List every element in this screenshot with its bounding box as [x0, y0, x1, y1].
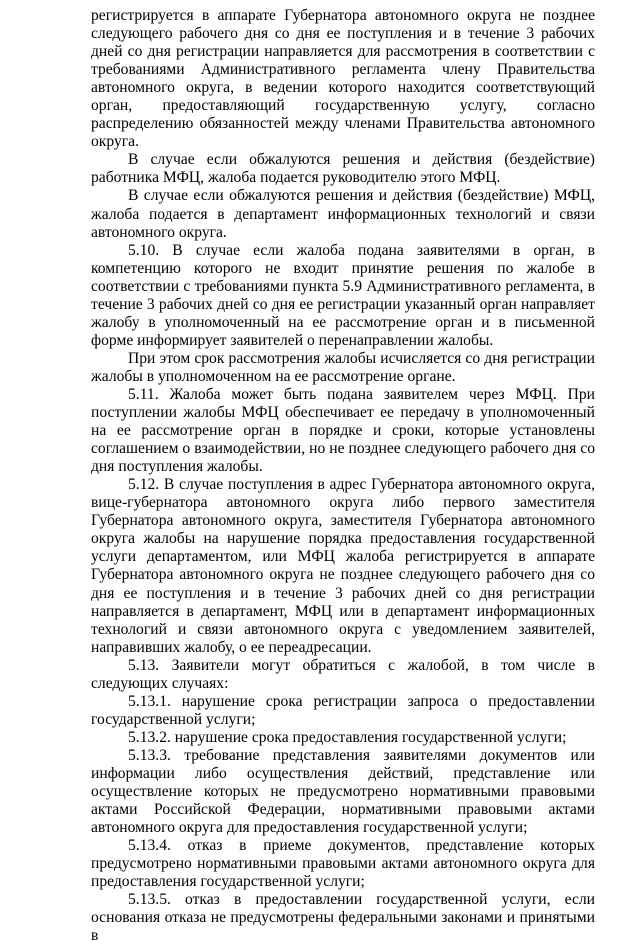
paragraph-mfc-complaint: В случае если обжалуются решения и действия (бездействие) МФЦ, жалоба подается в департамент информационных технологий и связи автономного округа. [91, 187, 595, 241]
paragraph-5-13-2: 5.13.2. нарушение срока предоставления государственной услуги; [128, 728, 567, 746]
paragraph-5-12: 5.12. В случае поступления в адрес Губернатора автономного округа, вице-губернатора автономного округа либо первого заместителя Губернатора автономного округа, заместителя Губернатора автономного округа жалобы на нарушение порядка предоставления государственной услуги департаментом, или МФЦ жалоба регистрируется в аппарате Губернатора автономного округа не позднее следующего рабочего дня со дня ее поступления и в течение 3 рабочих дней со дня регистрации направляется в департамент, МФЦ или в департамент информационных технологий и связи автономного округа с уведомлением заявителей, направивших жалобу, о ее переадресации. [91, 476, 595, 656]
paragraph-5-10: 5.10. В случае если жалоба подана заявителями в орган, в компетенцию которого не входит принятие решения по жалобе в соответствии с требованиями пункта 5.9 Административного регламента, в течение 3 рабочих дней со дня ее регистрации указанный орган направляет жалобу в уполномоченный на ее рассмотрение орган и в письменной форме информирует заявителей о перенаправлении жалобы. [91, 241, 595, 349]
paragraph-5-13: 5.13. Заявители могут обратиться с жалобой, в том числе в следующих случаях: [91, 656, 595, 692]
paragraph-registration-continuation: регистрируется в аппарате Губернатора автономного округа не позднее следующего рабочего дня со дня ее поступления и в течение 3 рабочих дней со дня регистрации направляется для рассмотрения в соответствии с требованиями Административного регламента члену Правительства автономного округа, в ведении которого находится соответствующий орган, предоставляющий государственную услугу, согласно распределению обязанностей между членами Правительства автономного округа. [91, 7, 595, 151]
paragraph-5-13-5: 5.13.5. отказ в предоставлении государственной услуги, если основания отказа не предусмотрены федеральными законами и принятыми в [91, 891, 595, 945]
paragraph-5-13-1: 5.13.1. нарушение срока регистрации запроса о предоставлении государственной услуги; [91, 692, 595, 728]
paragraph-5-13-4: 5.13.4. отказ в приеме документов, представление которых предусмотрено нормативными правовыми актами автономного округа для предоставления государственной услуги; [91, 837, 595, 891]
paragraph-5-13-3: 5.13.3. требование представления заявителями документов или информации либо осуществления действий, представление или осуществление которых не предусмотрено нормативными правовыми актами Российской Федерации, нормативными правовыми актами автономного округа для предоставления государственной услуги; [91, 746, 595, 837]
paragraph-mfc-worker-complaint: В случае если обжалуются решения и действия (бездействие) работника МФЦ, жалоба подается руководителю этого МФЦ. [91, 151, 595, 187]
paragraph-5-11: 5.11. Жалоба может быть подана заявителем через МФЦ. При поступлении жалобы МФЦ обеспечивает ее передачу в уполномоченный на ее рассмотрение орган в порядке и сроки, которые установлены соглашением о взаимодействии, но не позднее следующего рабочего дня со дня поступления жалобы. [91, 385, 595, 476]
paragraph-review-term: При этом срок рассмотрения жалобы исчисляется со дня регистрации жалобы в уполномоченном на ее рассмотрение органе. [91, 349, 595, 385]
